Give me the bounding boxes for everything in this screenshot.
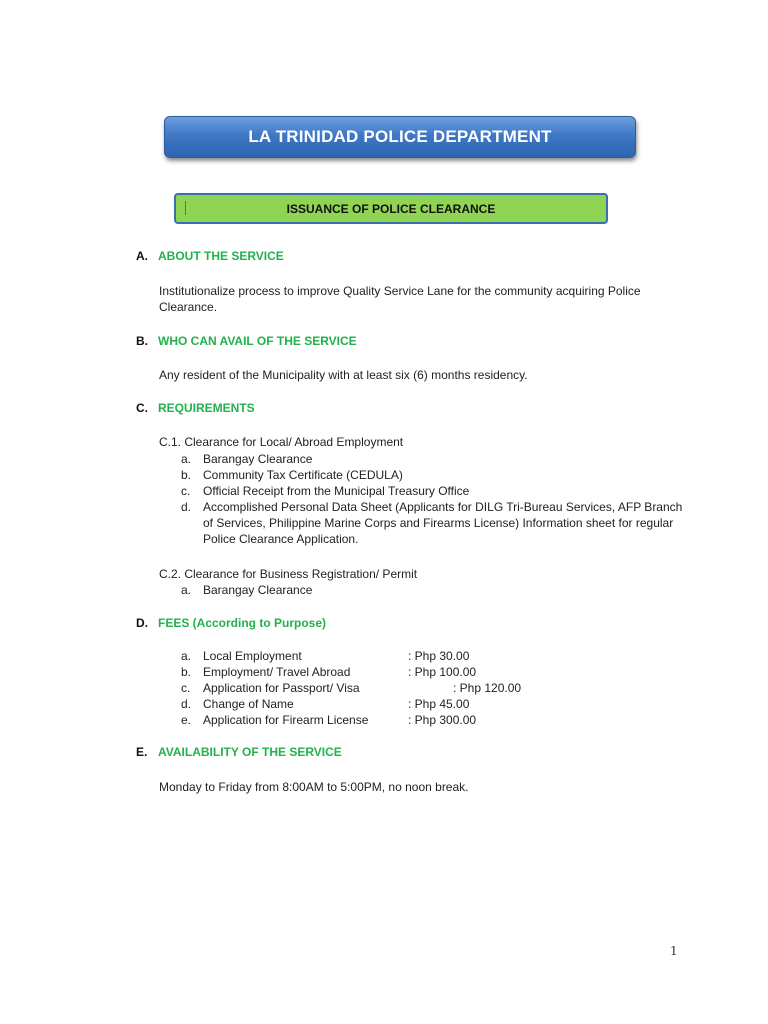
list-item bbox=[181, 499, 691, 547]
section-title: AVAILABILITY OF THE SERVICE bbox=[158, 745, 342, 759]
fee-row bbox=[181, 680, 691, 696]
section-b-text: Any resident of the Municipality with at least six (6) months residency. bbox=[159, 368, 528, 382]
section-letter: A. bbox=[136, 249, 148, 263]
fee-value: : Php 30.00 bbox=[408, 649, 470, 663]
title-banner bbox=[164, 116, 636, 158]
list-item bbox=[181, 483, 691, 499]
fee-label: Application for Firearm License bbox=[203, 713, 369, 727]
section-a-heading bbox=[136, 249, 284, 263]
section-a-text: Institutionalize process to improve Quality Service Lane for the community acquiring Police Clearance. bbox=[159, 284, 641, 314]
list-marker: c. bbox=[181, 484, 191, 498]
page-number: 1 bbox=[670, 944, 678, 958]
list-item-text: Community Tax Certificate (CEDULA) bbox=[203, 468, 403, 482]
fee-label: Employment/ Travel Abroad bbox=[203, 665, 351, 679]
list-marker: a. bbox=[181, 452, 192, 466]
list-marker: e. bbox=[181, 713, 192, 727]
page-subtitle: ISSUANCE OF POLICE CLEARANCE bbox=[286, 201, 496, 216]
fee-label: Change of Name bbox=[203, 697, 294, 711]
list-item-text: Accomplished Personal Data Sheet (Applicants for DILG Tri-Bureau Services, AFP Branch of Services, Philippine Marine Corps and Firearms License) Information sheet for regular Police Clearance Application. bbox=[203, 500, 683, 546]
fee-value: : Php 300.00 bbox=[408, 713, 477, 727]
fee-label: Application for Passport/ Visa bbox=[203, 681, 360, 695]
list-item bbox=[181, 451, 691, 467]
list-marker: b. bbox=[181, 468, 192, 482]
section-title: REQUIREMENTS bbox=[158, 401, 255, 415]
list-marker: d. bbox=[181, 697, 192, 711]
section-letter: E. bbox=[136, 745, 148, 759]
subtitle-banner bbox=[174, 193, 608, 224]
fee-value: : Php 100.00 bbox=[408, 665, 477, 679]
section-c-heading bbox=[136, 401, 255, 415]
section-letter: C. bbox=[136, 401, 148, 415]
list-marker: b. bbox=[181, 665, 192, 679]
c1-title: C.1. Clearance for Local/ Abroad Employment bbox=[159, 435, 404, 449]
section-d-heading bbox=[136, 616, 326, 630]
page-title: LA TRINIDAD POLICE DEPARTMENT bbox=[248, 127, 552, 146]
section-letter: D. bbox=[136, 616, 148, 630]
list-item-text: Barangay Clearance bbox=[203, 583, 313, 597]
banner-tick-mark bbox=[185, 201, 186, 215]
section-title: FEES (According to Purpose) bbox=[158, 616, 327, 630]
section-title: ABOUT THE SERVICE bbox=[158, 249, 284, 263]
section-b-heading bbox=[136, 334, 357, 348]
list-marker: c. bbox=[181, 681, 191, 695]
fee-value: : Php 120.00 bbox=[453, 681, 522, 695]
section-e-heading bbox=[136, 745, 342, 759]
list-marker: d. bbox=[181, 500, 192, 514]
section-e-text: Monday to Friday from 8:00AM to 5:00PM, no noon break. bbox=[159, 780, 469, 794]
list-item bbox=[181, 467, 691, 483]
fee-value: : Php 45.00 bbox=[408, 697, 470, 711]
section-letter: B. bbox=[136, 334, 148, 348]
c2-title: C.2. Clearance for Business Registration/ Permit bbox=[159, 567, 418, 581]
list-marker: a. bbox=[181, 583, 192, 597]
list-marker: a. bbox=[181, 649, 192, 663]
section-title: WHO CAN AVAIL OF THE SERVICE bbox=[158, 334, 357, 348]
list-item-text: Barangay Clearance bbox=[203, 452, 313, 466]
fee-label: Local Employment bbox=[203, 649, 302, 663]
list-item-text: Official Receipt from the Municipal Treasury Office bbox=[203, 484, 470, 498]
list-item bbox=[181, 582, 691, 598]
